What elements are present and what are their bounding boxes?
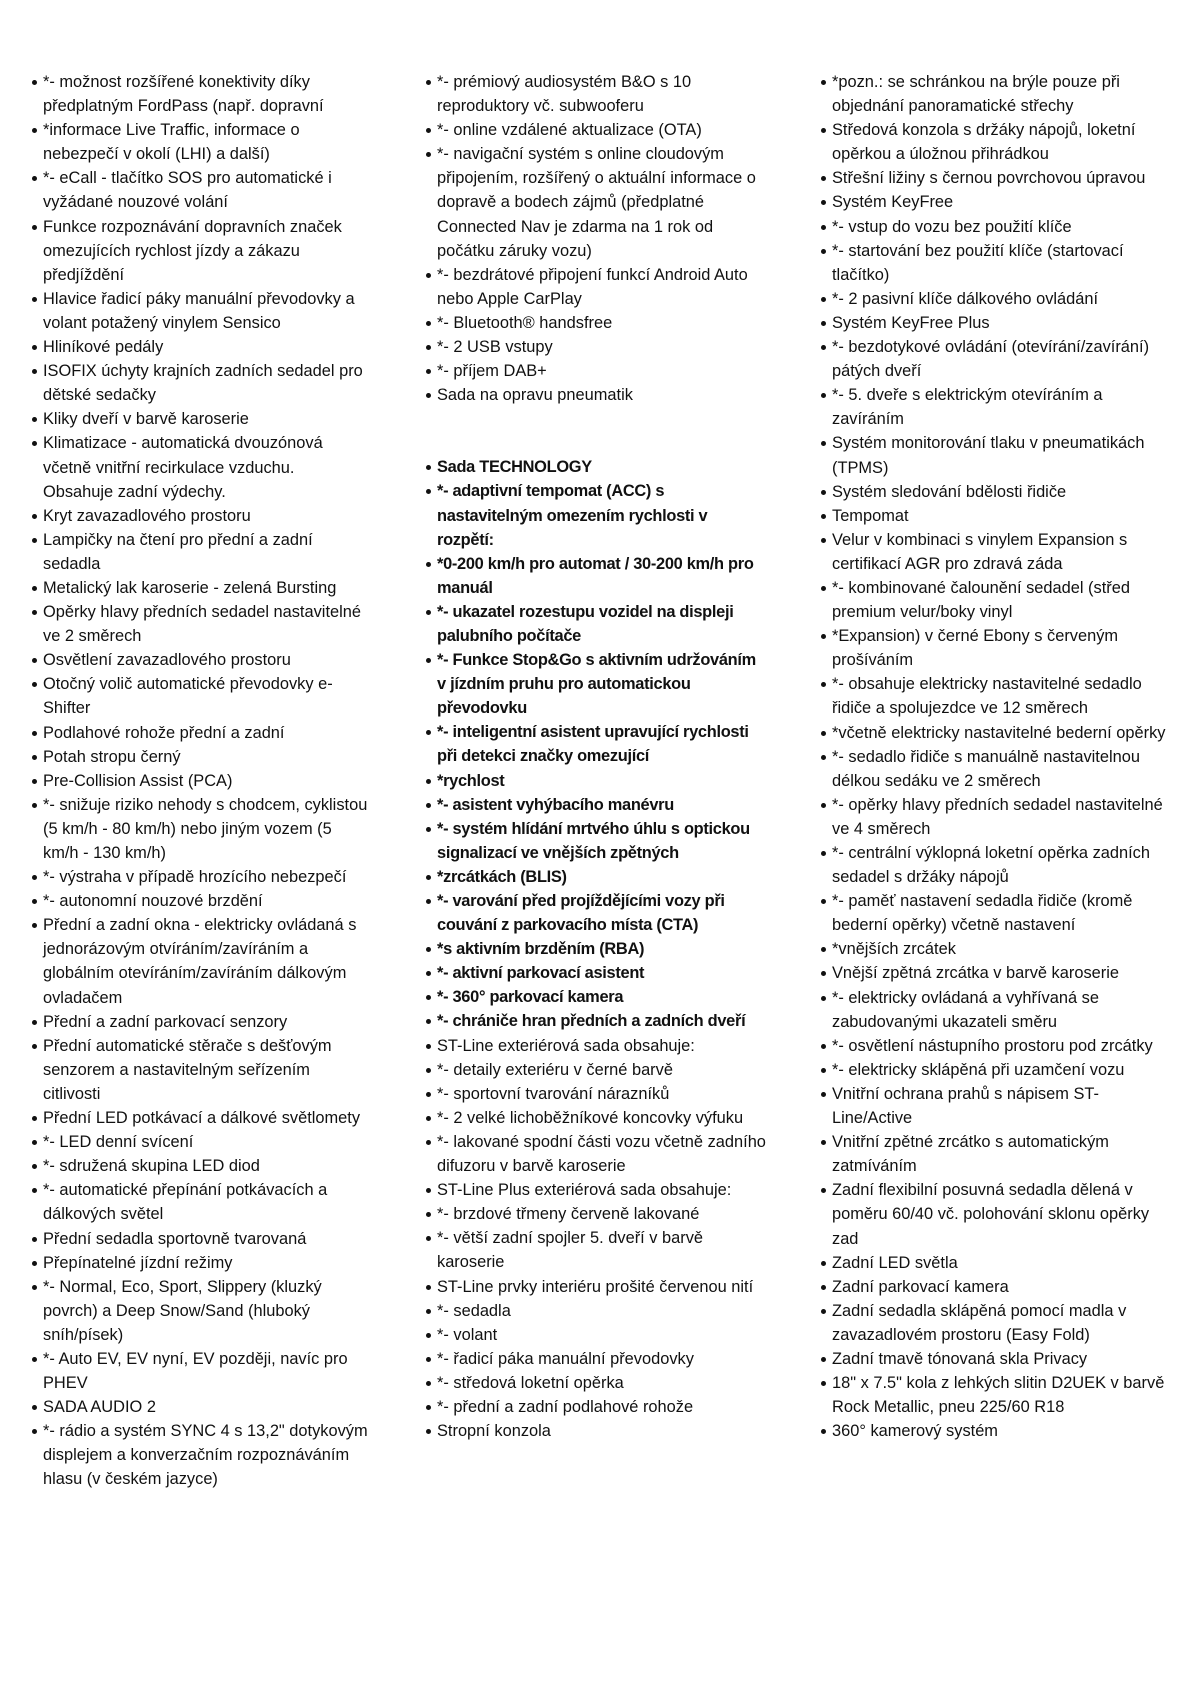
list-item: *- středová loketní opěrka	[426, 1371, 766, 1395]
list-item: *informace Live Traffic, informace o nebezpečí v okolí (LHI) a další)	[32, 118, 368, 166]
list-item: Funkce rozpoznávání dopravních značek omezujících rychlost jízdy a zákazu předjíždění	[32, 215, 368, 287]
list-item: *- obsahuje elektricky nastavitelné sedadlo řidiče a spolujezdce ve 12 směrech	[821, 672, 1166, 720]
list-item: Přední a zadní parkovací senzory	[32, 1010, 368, 1034]
list-item: Zadní tmavě tónovaná skla Privacy	[821, 1347, 1166, 1371]
list-item: ST-Line prvky interiéru prošité červenou nití	[426, 1275, 766, 1299]
column-3	[821, 70, 1166, 1443]
list-item: *- přední a zadní podlahové rohože	[426, 1395, 766, 1419]
list-item: Vnitřní zpětné zrcátko s automatickým zatmíváním	[821, 1130, 1166, 1178]
list-item: *- paměť nastavení sedadla řidiče (kromě bederní opěrky) včetně nastavení	[821, 889, 1166, 937]
list-item: *- rádio a systém SYNC 4 s 13,2" dotykovým displejem a konverzačním rozpoznáváním hlasu (v českém jazyce)	[32, 1419, 368, 1491]
list-item: Zadní flexibilní posuvná sedadla dělená v poměru 60/40 vč. polohování sklonu opěrky zad	[821, 1178, 1166, 1250]
list-item: *- startování bez použití klíče (startovací tlačítko)	[821, 239, 1166, 287]
list-item: Otočný volič automatické převodovky e-Shifter	[32, 672, 368, 720]
list-item: *- automatické přepínání potkávacích a dálkových světel	[32, 1178, 368, 1226]
list-item: Zadní LED světla	[821, 1251, 1166, 1275]
list-item: *- snižuje riziko nehody s chodcem, cyklistou (5 km/h - 80 km/h) nebo jiným vozem (5 km/h - 130 km/h)	[32, 793, 368, 865]
list-item: Střešní ližiny s černou povrchovou úpravou	[821, 166, 1166, 190]
list-item: *- brzdové třmeny červeně lakované	[426, 1202, 766, 1226]
list-item: *- kombinované čalounění sedadel (střed premium velur/boky vinyl	[821, 576, 1166, 624]
list-item: Zadní sedadla sklápěná pomocí madla v zavazadlovém prostoru (Easy Fold)	[821, 1299, 1166, 1347]
list-item: SADA AUDIO 2	[32, 1395, 368, 1419]
list-item: Systém sledování bdělosti řidiče	[821, 480, 1166, 504]
list-item: *- sportovní tvarování nárazníků	[426, 1082, 766, 1106]
list-item: Pre-Collision Assist (PCA)	[32, 769, 368, 793]
list-item: *zrcátkách (BLIS)	[426, 865, 766, 889]
list-item: Lampičky na čtení pro přední a zadní sedadla	[32, 528, 368, 576]
column-1	[32, 70, 368, 1492]
list-item: ST-Line exteriérová sada obsahuje:	[426, 1034, 766, 1058]
list-item: Tempomat	[821, 504, 1166, 528]
list-item: Vnitřní ochrana prahů s nápisem ST-Line/Active	[821, 1082, 1166, 1130]
list-item: *- sdružená skupina LED diod	[32, 1154, 368, 1178]
list-item: *- prémiový audiosystém B&O s 10 reproduktory vč. subwooferu	[426, 70, 766, 118]
list-item: *- lakované spodní části vozu včetně zadního difuzoru v barvě karoserie	[426, 1130, 766, 1178]
list-item: Sada na opravu pneumatik	[426, 383, 766, 407]
list-item: Přední automatické stěrače s dešťovým senzorem a nastavitelným seřízením citlivosti	[32, 1034, 368, 1106]
list-item: Systém KeyFree	[821, 190, 1166, 214]
list-item: Hlavice řadicí páky manuální převodovky a volant potažený vinylem Sensico	[32, 287, 368, 335]
list-item: *pozn.: se schránkou na brýle pouze při objednání panoramatické střechy	[821, 70, 1166, 118]
list-item: *- sedadla	[426, 1299, 766, 1323]
list-item: *- chrániče hran předních a zadních dveří	[426, 1009, 766, 1033]
list-item: *- eCall - tlačítko SOS pro automatické i vyžádané nouzové volání	[32, 166, 368, 214]
list-item: *rychlost	[426, 769, 766, 793]
list-item: 18" x 7.5" kola z lehkých slitin D2UEK v barvě Rock Metallic, pneu 225/60 R18	[821, 1371, 1166, 1419]
list-item: *- 2 velké lichoběžníkové koncovky výfuku	[426, 1106, 766, 1130]
list-item: *- systém hlídání mrtvého úhlu s optickou signalizací ve vnějších zpětných	[426, 817, 766, 865]
list-item: *- 5. dveře s elektrickým otevíráním a zavíráním	[821, 383, 1166, 431]
list-item: Potah stropu černý	[32, 745, 368, 769]
list-item: *- bezdrátové připojení funkcí Android Auto nebo Apple CarPlay	[426, 263, 766, 311]
list-item: *vnějších zrcátek	[821, 937, 1166, 961]
list-item: Kryt zavazadlového prostoru	[32, 504, 368, 528]
list-item: *- vstup do vozu bez použití klíče	[821, 215, 1166, 239]
list-item: *- sedadlo řidiče s manuálně nastavitelnou délkou sedáku ve 2 směrech	[821, 745, 1166, 793]
list-item: *- Normal, Eco, Sport, Slippery (kluzký povrch) a Deep Snow/Sand (hluboký sníh/písek)	[32, 1275, 368, 1347]
list-item: *- větší zadní spojler 5. dveří v barvě karoserie	[426, 1226, 766, 1274]
list-item: *- elektricky sklápěná při uzamčení vozu	[821, 1058, 1166, 1082]
list-item: Kliky dveří v barvě karoserie	[32, 407, 368, 431]
list-item: *- možnost rozšířené konektivity díky předplatným FordPass (např. dopravní	[32, 70, 368, 118]
list-item: *s aktivním brzděním (RBA)	[426, 937, 766, 961]
list-item: *- elektricky ovládaná a vyhřívaná se zabudovanými ukazateli směru	[821, 986, 1166, 1034]
list-item: ST-Line Plus exteriérová sada obsahuje:	[426, 1178, 766, 1202]
list-item: *- 360° parkovací kamera	[426, 985, 766, 1009]
list-item: *- varování před projíždějícími vozy při couvání z parkovacího místa (CTA)	[426, 889, 766, 937]
list-item: Velur v kombinaci s vinylem Expansion s certifikací AGR pro zdravá záda	[821, 528, 1166, 576]
list-item: *- bezdotykové ovládání (otevírání/zavírání) pátých dveří	[821, 335, 1166, 383]
list-item: *- 2 USB vstupy	[426, 335, 766, 359]
list-item: *- navigační systém s online cloudovým připojením, rozšířený o aktuální informace o dopravě a bodech zájmů (předplatné Connected Nav je zdarma na 1 rok od počátku záruky vozu)	[426, 142, 766, 262]
list-item: Podlahové rohože přední a zadní	[32, 721, 368, 745]
list-item: Osvětlení zavazadlového prostoru	[32, 648, 368, 672]
list-item: *- volant	[426, 1323, 766, 1347]
list-item: *- výstraha v případě hrozícího nebezpečí	[32, 865, 368, 889]
list-item: *- opěrky hlavy předních sedadel nastavitelné ve 4 směrech	[821, 793, 1166, 841]
list-item-section-title: Sada TECHNOLOGY	[426, 455, 766, 479]
list-item: ISOFIX úchyty krajních zadních sedadel pro dětské sedačky	[32, 359, 368, 407]
list-item: Přední a zadní okna - elektricky ovládaná s jednorázovým otvíráním/zavíráním a globálním otevíráním/zavíráním dálkovým ovladačem	[32, 913, 368, 1009]
list-item: *- LED denní svícení	[32, 1130, 368, 1154]
column-2	[426, 70, 766, 1443]
list-item: *- aktivní parkovací asistent	[426, 961, 766, 985]
list-item: Středová konzola s držáky nápojů, loketní opěrkou a úložnou přihrádkou	[821, 118, 1166, 166]
list-item: *- inteligentní asistent upravující rychlosti při detekci značky omezující	[426, 720, 766, 768]
list-item: Systém KeyFree Plus	[821, 311, 1166, 335]
list-item: *- Bluetooth® handsfree	[426, 311, 766, 335]
list-item: *Expansion) v černé Ebony s červeným prošíváním	[821, 624, 1166, 672]
list-item: *- ukazatel rozestupu vozidel na displeji palubního počítače	[426, 600, 766, 648]
list-item: Vnější zpětná zrcátka v barvě karoserie	[821, 961, 1166, 985]
list-item: Metalický lak karoserie - zelená Bursting	[32, 576, 368, 600]
list-item: *- příjem DAB+	[426, 359, 766, 383]
list-item: *- Auto EV, EV nyní, EV později, navíc pro PHEV	[32, 1347, 368, 1395]
feature-list	[32, 70, 368, 1492]
list-item: *- asistent vyhýbacího manévru	[426, 793, 766, 817]
list-item: Přední sedadla sportovně tvarovaná	[32, 1227, 368, 1251]
list-item: *- osvětlení nástupního prostoru pod zrcátky	[821, 1034, 1166, 1058]
list-item: Přepínatelné jízdní režimy	[32, 1251, 368, 1275]
list-item: *- 2 pasivní klíče dálkového ovládání	[821, 287, 1166, 311]
list-item: Systém monitorování tlaku v pneumatikách (TPMS)	[821, 431, 1166, 479]
list-item: *0-200 km/h pro automat / 30-200 km/h pro manuál	[426, 552, 766, 600]
list-item: Stropní konzola	[426, 1419, 766, 1443]
list-item: Hliníkové pedály	[32, 335, 368, 359]
list-item: Zadní parkovací kamera	[821, 1275, 1166, 1299]
feature-list	[426, 70, 766, 1443]
list-item: *- řadicí páka manuální převodovky	[426, 1347, 766, 1371]
list-item: *- centrální výklopná loketní opěrka zadních sedadel s držáky nápojů	[821, 841, 1166, 889]
list-item: *včetně elektricky nastavitelné bederní opěrky	[821, 721, 1166, 745]
list-item: 360° kamerový systém	[821, 1419, 1166, 1443]
list-item: *- online vzdálené aktualizace (OTA)	[426, 118, 766, 142]
list-item: *- autonomní nouzové brzdění	[32, 889, 368, 913]
list-item: *- adaptivní tempomat (ACC) s nastavitelným omezením rychlosti v rozpětí:	[426, 479, 766, 551]
feature-list	[821, 70, 1166, 1443]
list-item: Opěrky hlavy předních sedadel nastavitelné ve 2 směrech	[32, 600, 368, 648]
list-item: *- Funkce Stop&Go s aktivním udržováním v jízdním pruhu pro automatickou převodovku	[426, 648, 766, 720]
list-item: *- detaily exteriéru v černé barvě	[426, 1058, 766, 1082]
list-item: Přední LED potkávací a dálkové světlomety	[32, 1106, 368, 1130]
list-item: Klimatizace - automatická dvouzónová včetně vnitřní recirkulace vzduchu. Obsahuje zadní výdechy.	[32, 431, 368, 503]
